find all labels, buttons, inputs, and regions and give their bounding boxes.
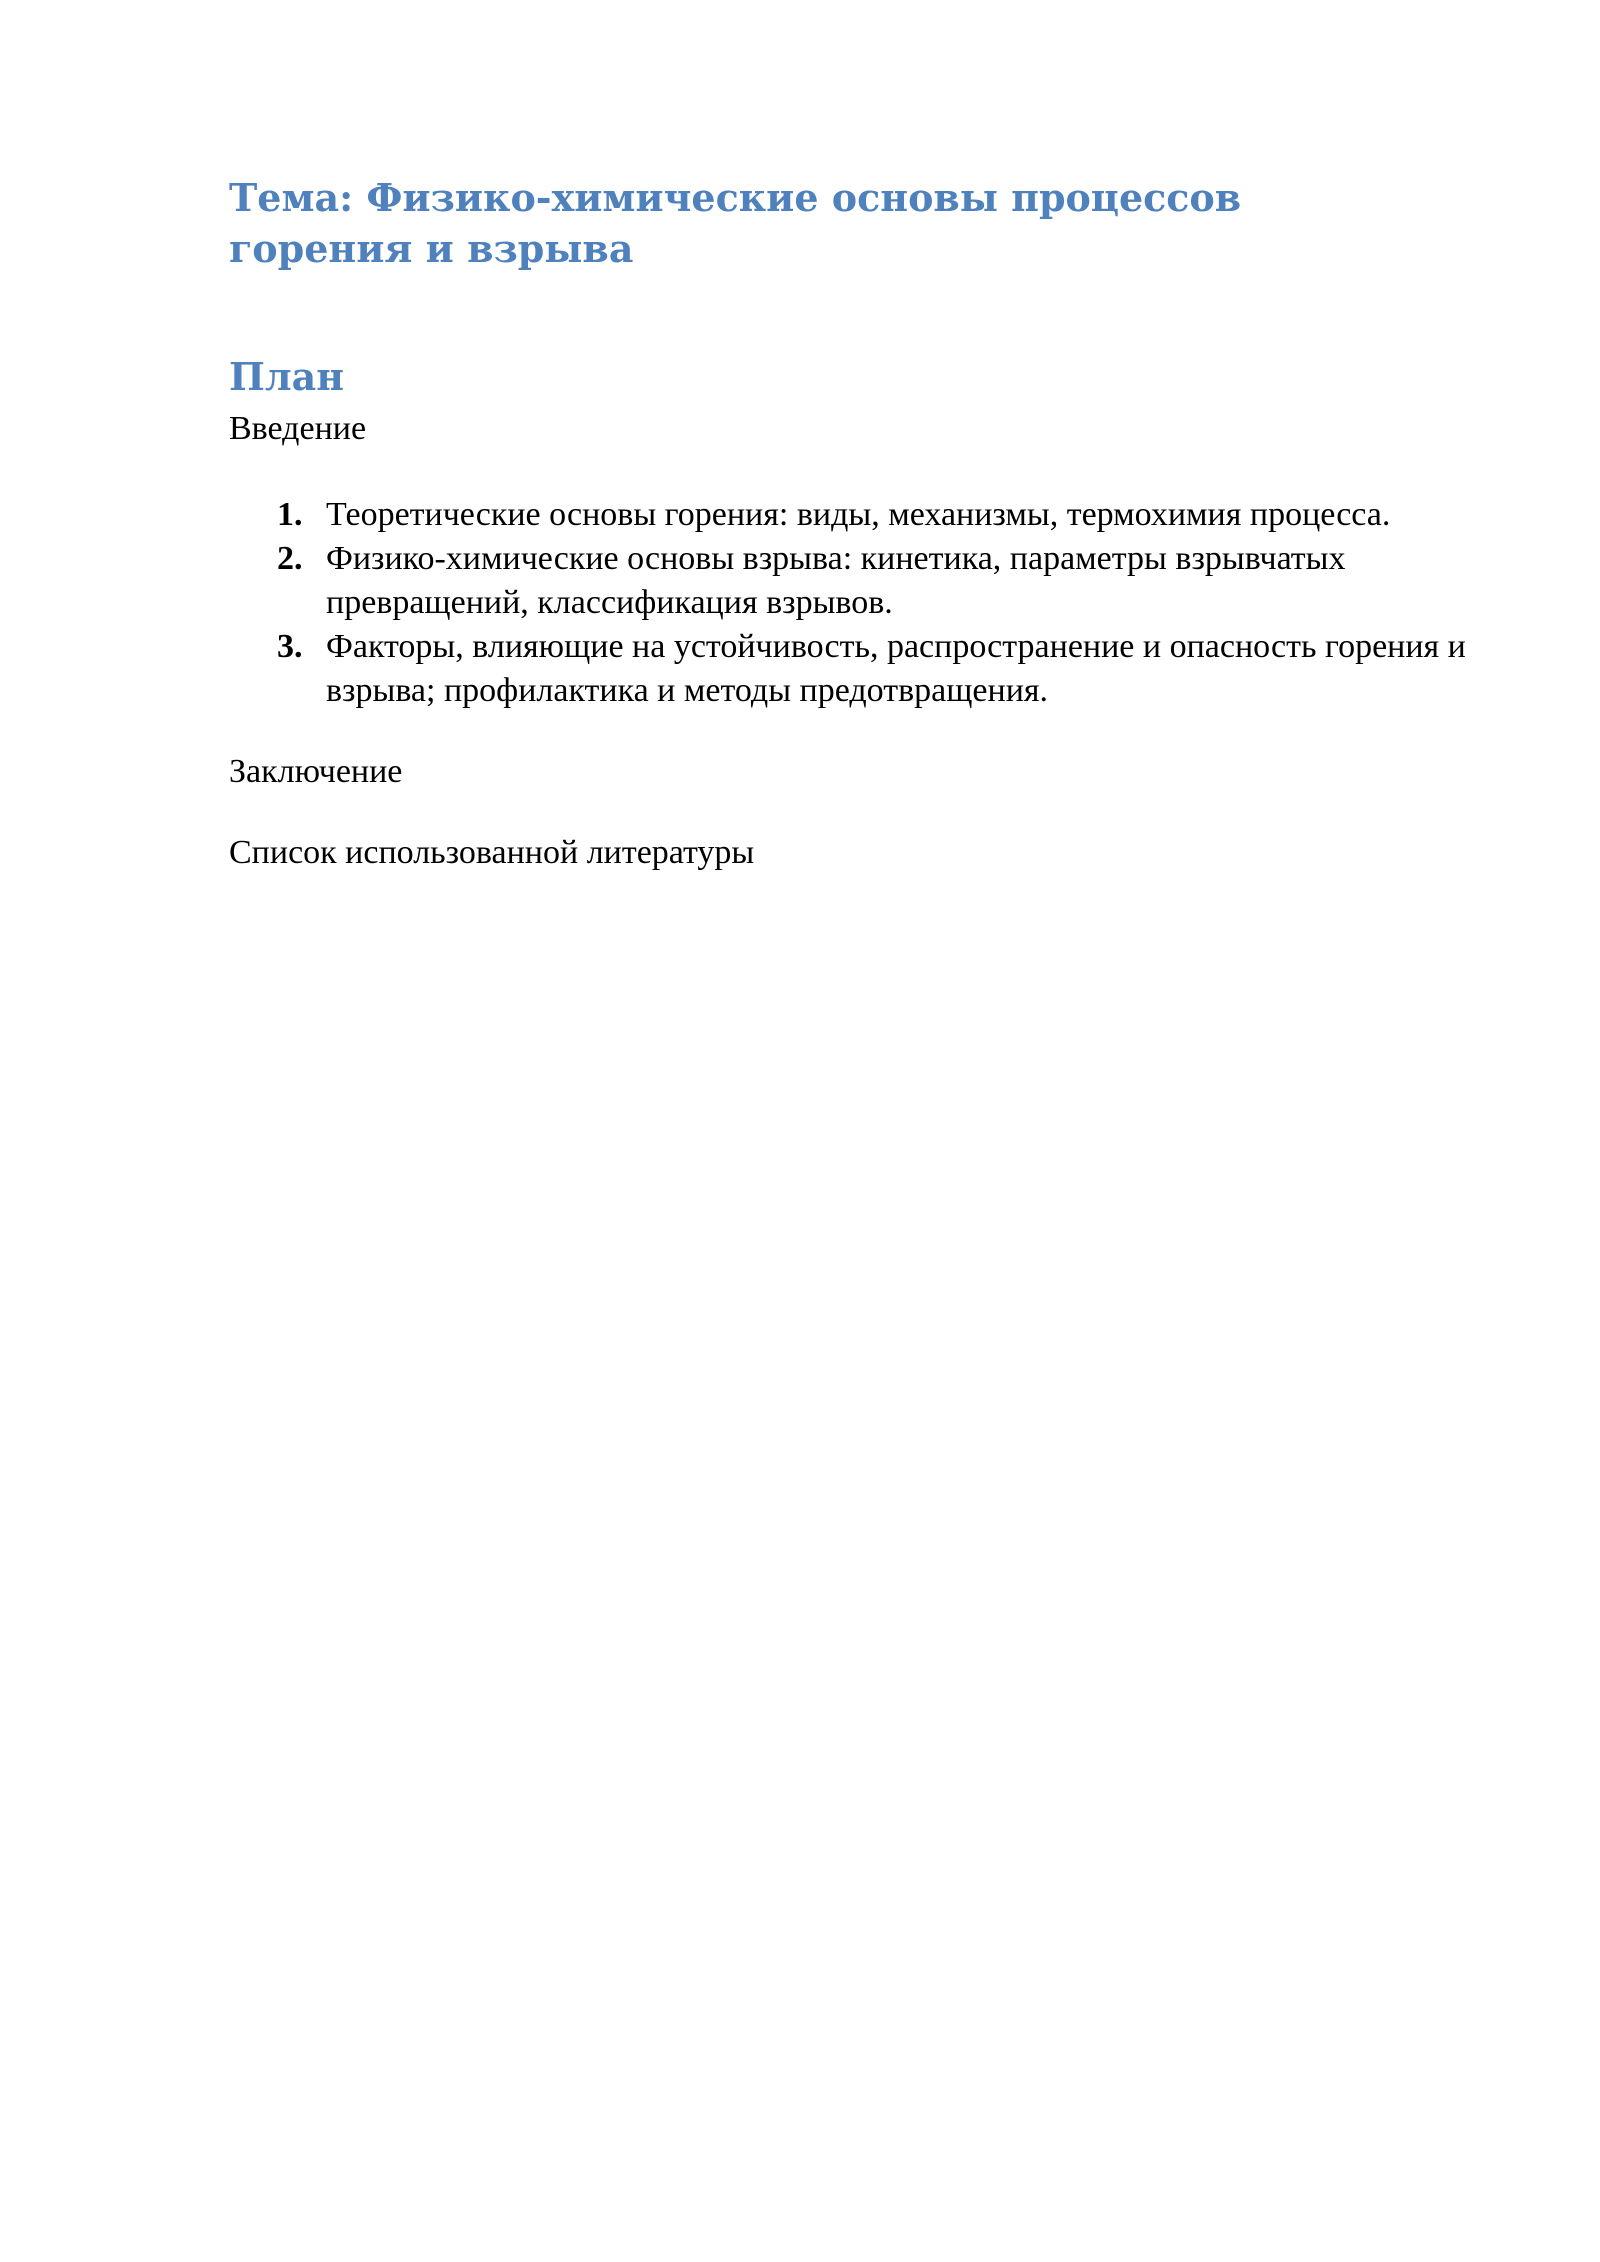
introduction-line: Введение [229,410,367,447]
plan-item-number: 2. [277,540,303,577]
plan-item-number: 3. [277,628,303,665]
plan-item [229,625,1479,713]
conclusion-line: Заключение [229,753,403,790]
plan-item [229,493,1479,537]
document-body [229,172,1479,875]
plan-item [229,537,1479,625]
plan-item-text: Факторы, влияющие на устойчивость, распространение и опасность горения и взрыва; профилактика и методы предотвращения. [326,628,1466,709]
references-line: Список использованной литературы [229,834,755,871]
plan-item-text: Теоретические основы горения: виды, механизмы, термохимия процесса. [326,496,1391,533]
document-title: Тема: Физико-химические основы процессов горения и взрыва [229,175,1242,271]
plan-heading: План [229,354,345,399]
plan-item-text: Физико-химические основы взрыва: кинетика, параметры взрывчатых превращений, классификация взрывов. [326,540,1346,621]
plan-item-number: 1. [277,496,303,533]
plan-list [229,493,1479,713]
